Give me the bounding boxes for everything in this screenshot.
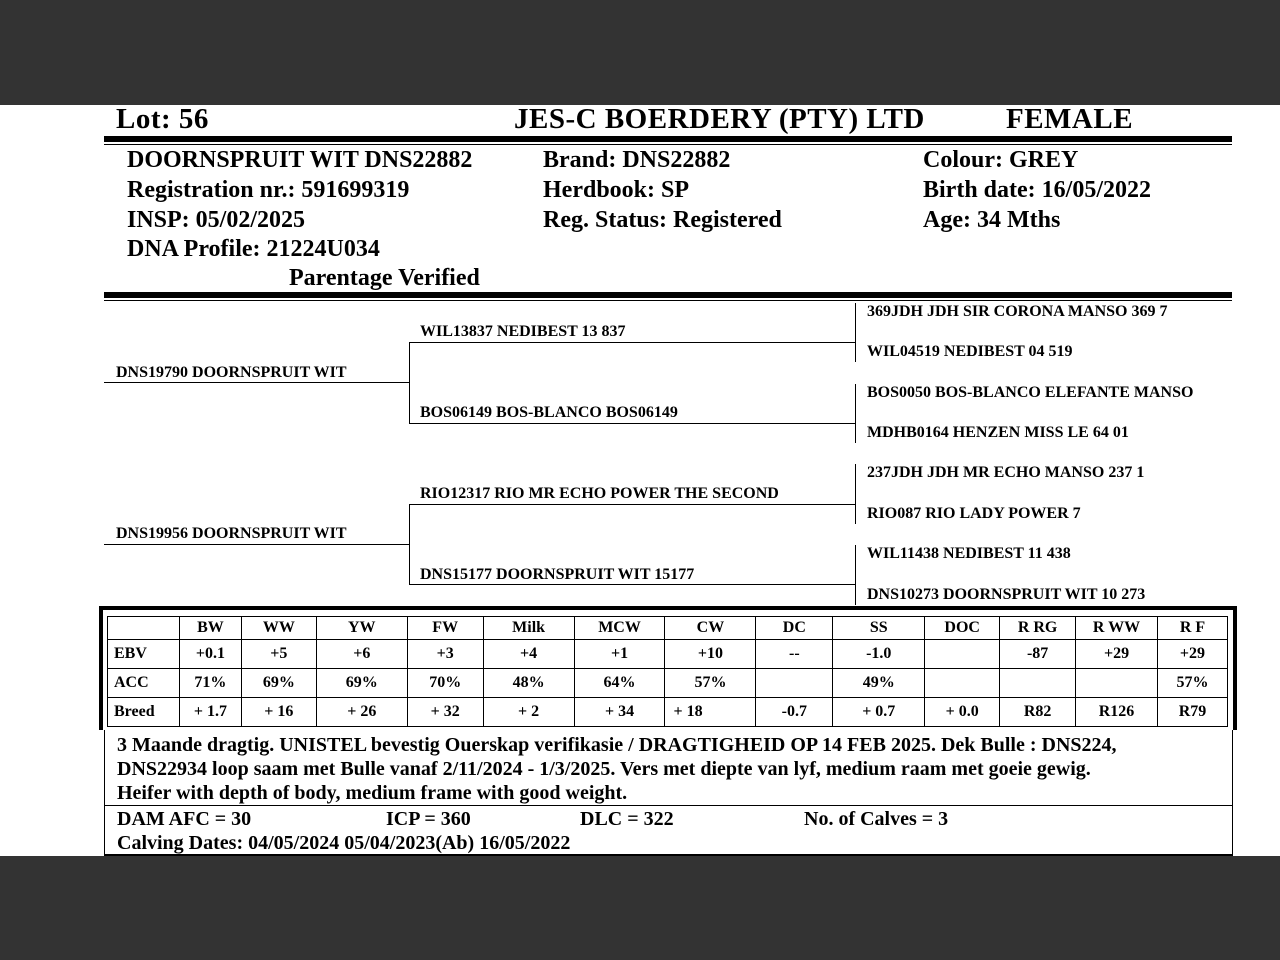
- header-rule: [104, 136, 1232, 142]
- ebv-cell: -87: [1000, 640, 1076, 669]
- ebv-cell: 64%: [574, 669, 665, 698]
- header-rule-thin: [104, 144, 1232, 145]
- ebv-header: FW: [407, 617, 483, 640]
- ebv-cell: +0.1: [179, 640, 241, 669]
- pedigree-line: [104, 544, 409, 545]
- pedigree-g3-2: WIL04519 NEDIBEST 04 519: [867, 343, 1073, 360]
- ebv-cell: R79: [1157, 698, 1227, 727]
- ebv-cell: + 26: [316, 698, 407, 727]
- sex-label: FEMALE: [1006, 103, 1134, 135]
- pedigree-line: [409, 342, 410, 424]
- acc-row: [108, 669, 1228, 698]
- ebv-cell: + 1.7: [179, 698, 241, 727]
- ebv-header: DOC: [925, 617, 1000, 640]
- pedigree-g3-8: DNS10273 DOORNSPRUIT WIT 10 273: [867, 586, 1146, 603]
- ebv-header: R RG: [1000, 617, 1076, 640]
- ebv-header: CW: [665, 617, 756, 640]
- ebv-header: R F: [1157, 617, 1227, 640]
- ebv-table: [107, 616, 1228, 727]
- comments-box-right: [1232, 730, 1233, 856]
- ebv-cell: [1076, 669, 1158, 698]
- pedigree-sire-sire: WIL13837 NEDIBEST 13 837: [420, 323, 626, 340]
- pedigree-dam: DNS19956 DOORNSPRUIT WIT: [116, 525, 347, 542]
- pedigree-dam-dam: DNS15177 DOORNSPRUIT WIT 15177: [420, 566, 695, 583]
- ebv-row-label: EBV: [108, 640, 180, 669]
- ebv-box-top: [99, 606, 1237, 610]
- dam-afc: DAM AFC = 30: [117, 808, 252, 830]
- pedigree-line: [104, 382, 409, 383]
- ebv-cell: +6: [316, 640, 407, 669]
- ebv-cell: -1.0: [833, 640, 925, 669]
- ebv-row-label: Breed: [108, 698, 180, 727]
- breeder-name: JES-C BOERDERY (PTY) LTD: [514, 103, 925, 135]
- ebv-header: MCW: [574, 617, 665, 640]
- ebv-cell: + 16: [241, 698, 316, 727]
- pedigree-g3-7: WIL11438 NEDIBEST 11 438: [867, 545, 1071, 562]
- ebv-cell: +10: [665, 640, 756, 669]
- ebv-cell: 57%: [665, 669, 756, 698]
- ebv-cell: + 18: [665, 698, 756, 727]
- ebv-cell: + 0.7: [833, 698, 925, 727]
- pedigree-line: [409, 504, 410, 585]
- registration-status: Reg. Status: Registered: [543, 207, 782, 233]
- comment-line-1: 3 Maande dragtig. UNISTEL bevestig Ouerskap verifikasie / DRAGTIGHEID OP 14 FEB 2025. Dek Bulle : DNS224,: [117, 734, 1117, 756]
- dna-profile: DNA Profile: 21224U034: [127, 236, 380, 262]
- ebv-cell: [925, 669, 1000, 698]
- herdbook: Herdbook: SP: [543, 177, 690, 203]
- ebv-cell: 48%: [483, 669, 574, 698]
- dam-dlc: DLC = 322: [580, 808, 674, 830]
- age: Age: 34 Mths: [923, 207, 1061, 233]
- ebv-cell: R82: [1000, 698, 1076, 727]
- ebv-cell: + 2: [483, 698, 574, 727]
- ebv-cell: 57%: [1157, 669, 1227, 698]
- ebv-cell: --: [756, 640, 833, 669]
- ebv-cell: -0.7: [756, 698, 833, 727]
- ebv-row: [108, 640, 1228, 669]
- breed-row: [108, 698, 1228, 727]
- lot-number: Lot: 56: [116, 103, 209, 135]
- ebv-header: YW: [316, 617, 407, 640]
- ebv-cell: 70%: [407, 669, 483, 698]
- ebv-cell: + 34: [574, 698, 665, 727]
- pedigree-g3-5: 237JDH JDH MR ECHO MANSO 237 1: [867, 464, 1145, 481]
- pedigree-line: [409, 423, 855, 424]
- parentage-status: Parentage Verified: [289, 265, 480, 291]
- ebv-cell: +29: [1076, 640, 1158, 669]
- comments-divider: [104, 805, 1233, 806]
- registration-number: Registration nr.: 591699319: [127, 177, 410, 203]
- ebv-cell: 69%: [241, 669, 316, 698]
- pedigree-g3-4: MDHB0164 HENZEN MISS LE 64 01: [867, 424, 1129, 441]
- dam-icp: ICP = 360: [386, 808, 471, 830]
- info-rule-thin: [104, 300, 1232, 301]
- ebv-header: R WW: [1076, 617, 1158, 640]
- insp-date: INSP: 05/02/2025: [127, 207, 306, 233]
- ebv-cell: [756, 669, 833, 698]
- pedigree-line: [409, 504, 855, 505]
- pedigree-dam-sire: RIO12317 RIO MR ECHO POWER THE SECOND: [420, 485, 779, 502]
- ebv-cell: 49%: [833, 669, 925, 698]
- ebv-cell: +3: [407, 640, 483, 669]
- pedigree-g3-6: RIO087 RIO LADY POWER 7: [867, 505, 1081, 522]
- pedigree-sire: DNS19790 DOORNSPRUIT WIT: [116, 364, 347, 381]
- ebv-header-row: [108, 617, 1228, 640]
- pedigree-line: [855, 464, 856, 524]
- ebv-cell: +5: [241, 640, 316, 669]
- ebv-header: [108, 617, 180, 640]
- ebv-cell: +4: [483, 640, 574, 669]
- catalogue-page: [0, 105, 1280, 856]
- ebv-box-right: [1233, 606, 1237, 730]
- pedigree-g3-1: 369JDH JDH SIR CORONA MANSO 369 7: [867, 303, 1168, 320]
- colour: Colour: GREY: [923, 147, 1079, 173]
- ebv-cell: 69%: [316, 669, 407, 698]
- ebv-header: BW: [179, 617, 241, 640]
- pedigree-line: [855, 545, 856, 605]
- ebv-header: SS: [833, 617, 925, 640]
- ebv-cell: 71%: [179, 669, 241, 698]
- pedigree-sire-dam: BOS06149 BOS-BLANCO BOS06149: [420, 404, 678, 421]
- ebv-cell: +29: [1157, 640, 1227, 669]
- ebv-cell: + 0.0: [925, 698, 1000, 727]
- ebv-header: DC: [756, 617, 833, 640]
- dam-calves: No. of Calves = 3: [804, 808, 949, 830]
- pedigree-line: [855, 303, 856, 362]
- comment-line-3: Heifer with depth of body, medium frame with good weight.: [117, 782, 628, 804]
- pedigree-g3-3: BOS0050 BOS-BLANCO ELEFANTE MANSO: [867, 384, 1194, 401]
- animal-name: DOORNSPRUIT WIT DNS22882: [127, 147, 473, 173]
- ebv-cell: +1: [574, 640, 665, 669]
- ebv-cell: [925, 640, 1000, 669]
- comment-line-2: DNS22934 loop saam met Bulle vanaf 2/11/2024 - 1/3/2025. Vers met diepte van lyf, medium raam met goeie gewig.: [117, 758, 1091, 780]
- comments-box-left: [104, 730, 105, 856]
- pedigree-line: [855, 384, 856, 443]
- info-rule: [104, 292, 1232, 298]
- birth-date: Birth date: 16/05/2022: [923, 177, 1151, 203]
- brand: Brand: DNS22882: [543, 147, 731, 173]
- pedigree-line: [409, 584, 855, 585]
- calving-dates: Calving Dates: 04/05/2024 05/04/2023(Ab) 16/05/2022: [117, 832, 571, 854]
- pedigree-line: [409, 342, 855, 343]
- ebv-cell: R126: [1076, 698, 1158, 727]
- ebv-cell: + 32: [407, 698, 483, 727]
- ebv-header: WW: [241, 617, 316, 640]
- ebv-box-left: [99, 606, 103, 730]
- ebv-cell: [1000, 669, 1076, 698]
- ebv-row-label: ACC: [108, 669, 180, 698]
- ebv-header: Milk: [483, 617, 574, 640]
